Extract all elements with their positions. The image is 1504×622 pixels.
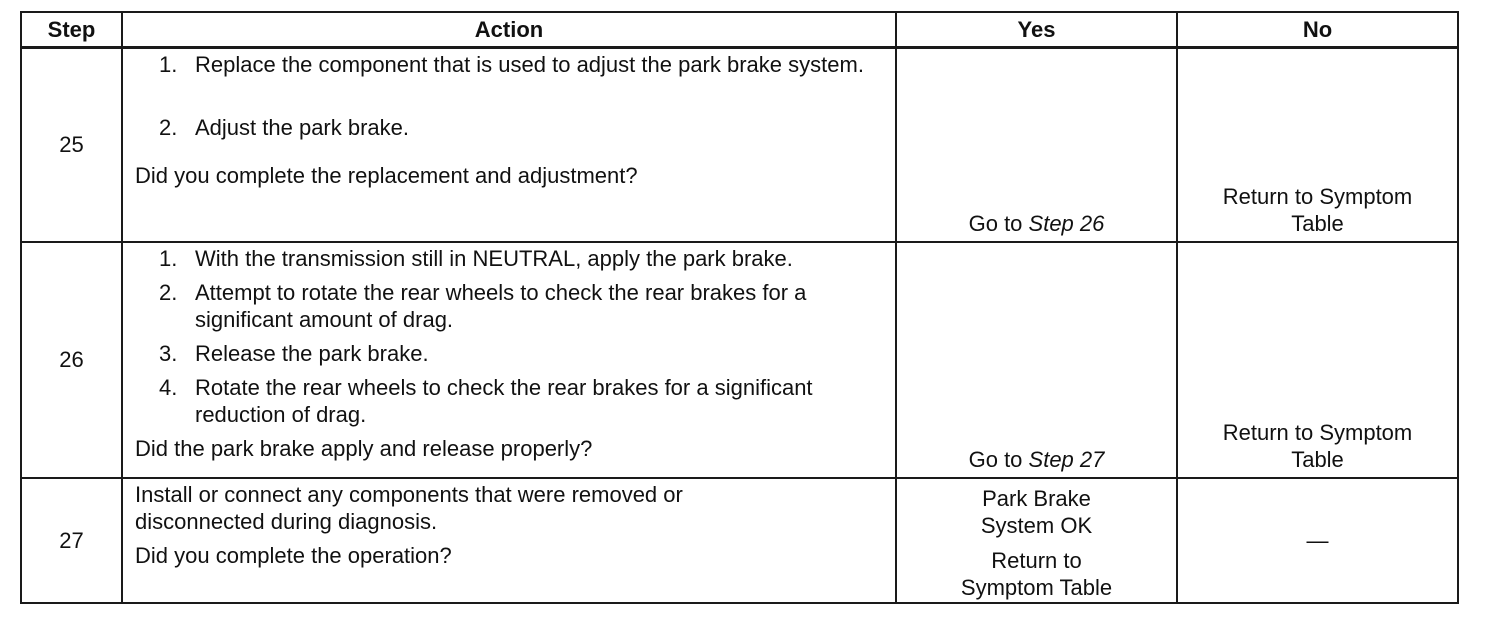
- action-item-number: 3.: [159, 340, 178, 366]
- no-outcome-cell: [1177, 48, 1458, 242]
- action-item-text: Rotate the rear wheels to check the rear brakes for a significant reduction of drag.: [195, 374, 813, 427]
- action-instruction: Install or connect any components that were removed or disconnected during diagnosis.: [135, 481, 683, 534]
- action-cell: [122, 48, 896, 242]
- action-item-text: Replace the component that is used to adjust the park brake system.: [195, 52, 864, 77]
- action-cell: [122, 478, 896, 603]
- yes-outcome-cell: [896, 478, 1177, 603]
- step-number: 27: [21, 478, 122, 603]
- action-item: [135, 374, 887, 428]
- table-row-step-27: [21, 478, 1458, 603]
- no-outcome-dash: —: [1306, 527, 1329, 553]
- action-item-text: Release the park brake.: [195, 340, 429, 366]
- action-item-text: Adjust the park brake.: [195, 115, 410, 140]
- action-item-number: 2.: [159, 279, 178, 305]
- action-item-number: 1.: [159, 52, 178, 77]
- yes-outcome-prefix: Go to: [968, 446, 1029, 472]
- no-outcome-cell: [1177, 478, 1458, 603]
- action-item-number: 1.: [159, 245, 178, 271]
- action-question: Did you complete the replacement and adjustment?: [135, 163, 638, 188]
- diagnostic-procedure-table: [20, 11, 1459, 604]
- action-item: [135, 114, 887, 141]
- column-header-yes: Yes: [896, 12, 1177, 48]
- action-item-number: 4.: [159, 374, 178, 400]
- step-reference-link[interactable]: Step 27: [1028, 446, 1105, 472]
- action-item-text: With the transmission still in NEUTRAL, apply the park brake.: [195, 245, 793, 271]
- action-item: [135, 340, 887, 367]
- yes-outcome-text: Park Brake System OK: [980, 485, 1093, 538]
- action-list: [135, 245, 887, 428]
- action-cell: [122, 242, 896, 478]
- no-outcome-text[interactable]: Return to Symptom Table: [1222, 419, 1413, 472]
- column-header-action: Action: [122, 12, 896, 48]
- no-outcome-text[interactable]: Return to Symptom Table: [1222, 183, 1413, 236]
- yes-outcome-cell: [896, 242, 1177, 478]
- action-item: [135, 245, 887, 272]
- column-header-no: No: [1177, 12, 1458, 48]
- action-item: [135, 279, 887, 333]
- table-row-step-25: [21, 48, 1458, 242]
- no-outcome-cell: [1177, 242, 1458, 478]
- table-row-step-26: [21, 242, 1458, 478]
- action-question: Did the park brake apply and release properly?: [135, 435, 593, 461]
- column-header-step: Step: [21, 12, 122, 48]
- step-number: 26: [21, 242, 122, 478]
- step-reference-link[interactable]: Step 26: [1028, 210, 1105, 236]
- table-header-row: [21, 12, 1458, 48]
- yes-outcome-prefix: Go to: [968, 210, 1029, 236]
- yes-outcome-cell: [896, 48, 1177, 242]
- action-item-text: Attempt to rotate the rear wheels to check the rear brakes for a significant amount of drag.: [195, 279, 807, 332]
- step-number: 25: [21, 48, 122, 242]
- action-question: Did you complete the operation?: [135, 542, 452, 568]
- action-item: [135, 51, 887, 78]
- action-item-number: 2.: [159, 115, 178, 140]
- action-list: [135, 51, 887, 141]
- yes-outcome-link[interactable]: Return to Symptom Table: [960, 547, 1113, 600]
